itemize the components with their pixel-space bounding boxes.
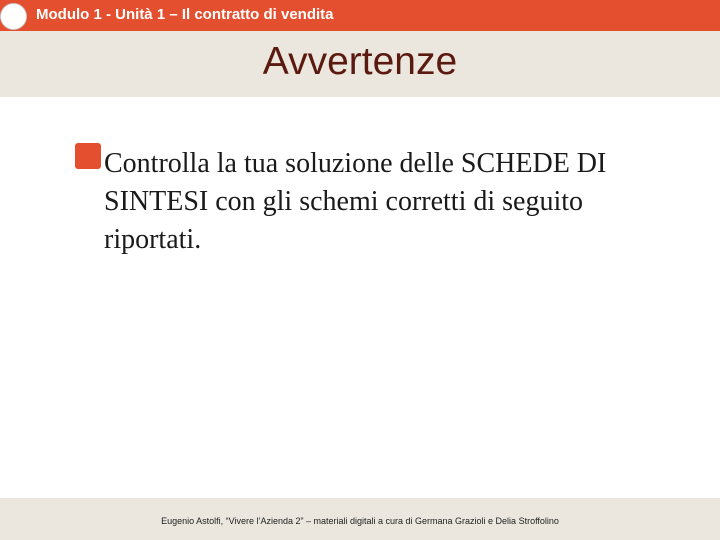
module-title: Modulo 1 - Unità 1 – Il contratto di vendita bbox=[36, 6, 334, 23]
footer-credit: Eugenio Astolfi, “Vivere l’Azienda 2” – materiali digitali a cura di Germana Grazioli e Delia Stroffolino bbox=[161, 516, 559, 526]
slide-title: Avvertenze bbox=[262, 40, 458, 83]
bullet-text: Controlla la tua soluzione delle SCHEDE DI SINTESI con gli schemi corretti di seguito riportati. bbox=[104, 148, 607, 255]
bullet-square-icon bbox=[75, 143, 101, 169]
top-bar bbox=[0, 0, 720, 31]
circle-icon bbox=[0, 3, 27, 30]
